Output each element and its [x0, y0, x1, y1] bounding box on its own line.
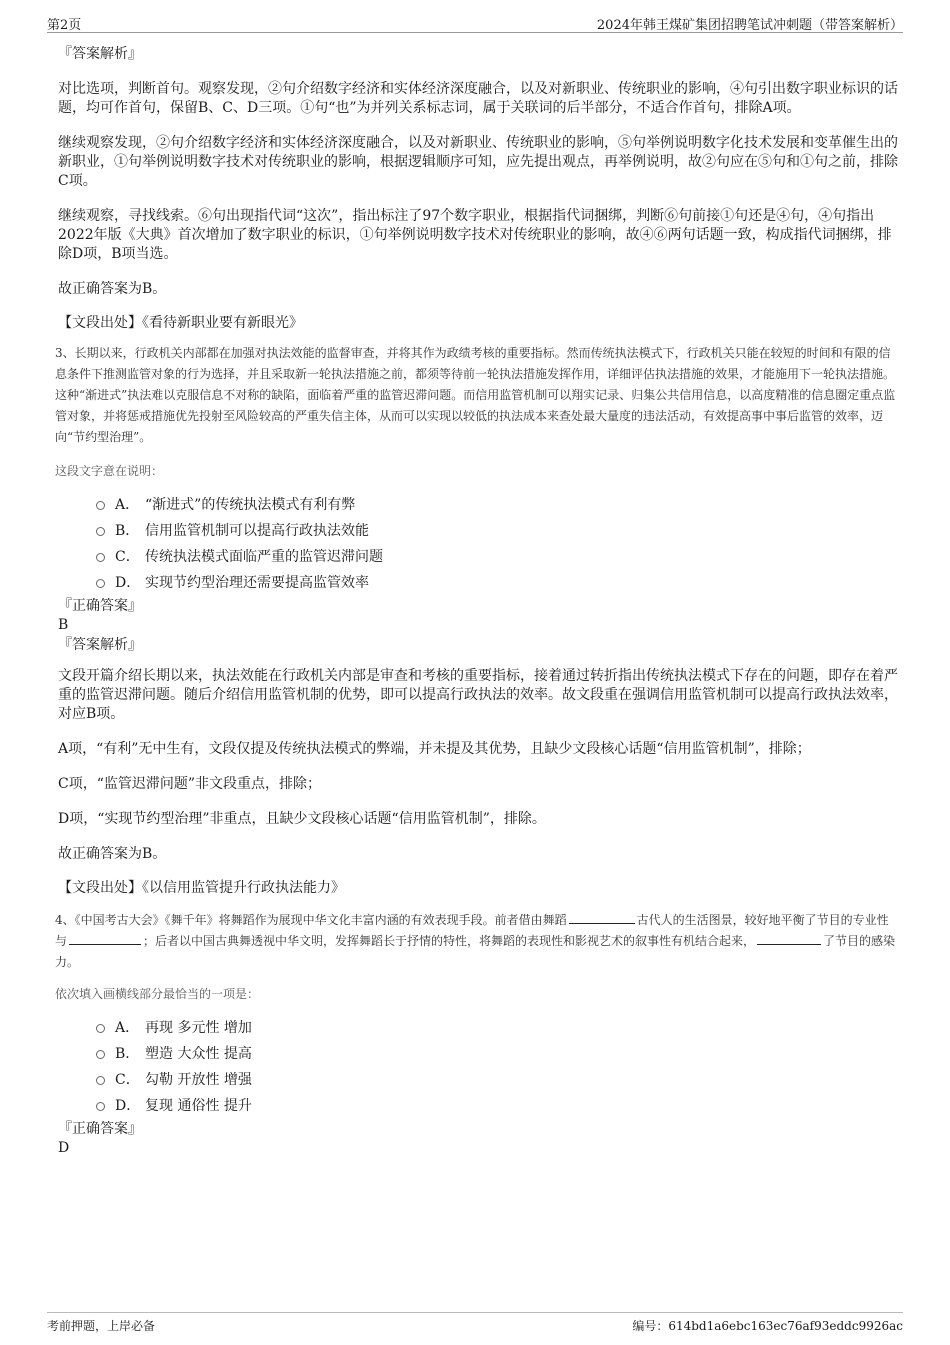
answer-tag: 『正确答案』: [58, 1121, 142, 1137]
fill-blank: [569, 911, 635, 924]
option-c[interactable]: C． 传统执法模式面临严重的监管迟滞问题: [96, 544, 898, 570]
radio-icon[interactable]: [96, 579, 105, 588]
analysis-paragraph: 对比选项，判断首句。观察发现，②句介绍数字经济和实体经济深度融合，以及对新职业、传统职业的影响，④句引出数字职业标识的话题，均可作首句，保留B、C、D三项。①句“也”为并列关系标志词，属于关联词的后半部分，不适合作首句，排除A项。: [58, 81, 898, 116]
analysis-paragraph: D项，“实现节约型治理”非重点，且缺少文段核心话题“信用监管机制”，排除。: [58, 811, 546, 827]
radio-icon[interactable]: [96, 553, 105, 562]
document-id: 编号：614bd1a6ebc163ec76af93eddc9926ac: [632, 1319, 903, 1333]
analysis-paragraph: A项，“有利”无中生有，文段仅提及传统执法模式的弊端，并未提及其优势，且缺少文段核心话题“信用监管机制”，排除；: [58, 741, 811, 757]
question-4-options: [96, 1015, 898, 1119]
question-3-text: 3、长期以来，行政机关内部都在加强对执法效能的监督审查，并将其作为政绩考核的重要指标。然而传统执法模式下，行政机关只能在较短的时间和有限的信息条件下推测监管对象的行为选择，并且采取新一轮执法措施之前，都须等待前一轮执法措施发挥作用，详细评估执法措施的效果，才能施用下一轮执法措施。这种“渐进式”执法难以克服信息不对称的缺陷，面临着严重的监管迟滞问题。而信用监管机制可以翔实记录、归集公共信用信息，以高度精准的信息圈定重点监管对象，并将惩戒措施优先投射至风险较高的严重失信主体，从而可以实现以较低的执法成本来查处最大量度的违法活动，有效提高事中事后监管的效率，迈向“节约型治理”。: [55, 346, 896, 444]
question-4-prompt: 依次填入画横线部分最恰当的一项是：: [55, 987, 260, 1001]
question-3-prompt: 这段文字意在说明：: [55, 464, 164, 478]
radio-icon[interactable]: [96, 1024, 105, 1033]
page-footer: [47, 1312, 903, 1335]
analysis-paragraph: 继续观察发现，②句介绍数字经济和实体经济深度融合，以及对新职业、传统职业的影响，⑤句举例说明数字化技术发展和变革催生出的新职业，①句举例说明数字技术对传统职业的影响，根据逻辑顺序可知，应先提出观点，再举例说明，故②句应在⑤句和①句之前，排除C项。: [58, 135, 898, 189]
option-c[interactable]: C． 勾勒 开放性 增强: [96, 1067, 898, 1093]
footer-slogan: 考前押题，上岸必备: [47, 1319, 156, 1333]
option-d[interactable]: D． 复现 通俗性 提升: [96, 1093, 898, 1119]
answer-tag: 『正确答案』: [58, 598, 142, 614]
main-content: [55, 44, 898, 1158]
analysis-paragraph: 继续观察，寻找线索。⑥句出现指代词“这次”，指出标注了97个数字职业，根据指代词捆绑，判断⑥句前接①句还是④句，④句指出2022年版《大典》首次增加了数字职业的标识，①句举例说明数字技术对传统职业的影响，故④⑥两句话题一致，构成指代词捆绑，排除D项，B项当选。: [58, 208, 892, 262]
document-title: 2024年韩王煤矿集团招聘笔试冲刺题（带答案解析）: [596, 18, 903, 33]
analysis-tag: 『答案解析』: [58, 46, 142, 62]
radio-icon[interactable]: [96, 1050, 105, 1059]
radio-icon[interactable]: [96, 1076, 105, 1085]
page-header: [47, 12, 903, 33]
option-b[interactable]: B． 信用监管机制可以提高行政执法效能: [96, 518, 898, 544]
analysis-paragraph: 文段开篇介绍长期以来，执法效能在行政机关内部是审查和考核的重要指标，接着通过转折指出传统执法模式下存在的问题，即存在着严重的监管迟滞问题。随后介绍信用监管机制的优势，即可以提高行政执法的效率。故文段重在强调信用监管机制可以提高行政执法效率，对应B项。: [58, 668, 898, 722]
analysis-tag: 『答案解析』: [58, 637, 142, 653]
option-d[interactable]: D． 实现节约型治理还需要提高监管效率: [96, 570, 898, 596]
text-source: 【文段出处】《以信用监管提升行政执法能力》: [58, 880, 345, 896]
radio-icon[interactable]: [96, 501, 105, 510]
question-3-options: [96, 492, 898, 596]
radio-icon[interactable]: [96, 527, 105, 536]
page-number: 第2页: [47, 18, 82, 33]
analysis-paragraph: C项，“监管迟滞问题”非文段重点，排除；: [58, 776, 322, 792]
fill-blank: [69, 932, 141, 945]
conclusion: 故正确答案为B。: [58, 846, 167, 862]
text-source: 【文段出处】《看待新职业要有新眼光》: [58, 315, 303, 331]
option-b[interactable]: B． 塑造 大众性 提高: [96, 1041, 898, 1067]
correct-answer: D: [58, 1140, 70, 1156]
conclusion: 故正确答案为B。: [58, 281, 167, 297]
radio-icon[interactable]: [96, 1102, 105, 1111]
option-a[interactable]: A． “渐进式”的传统执法模式有利有弊: [96, 492, 898, 518]
fill-blank: [757, 932, 821, 945]
correct-answer: B: [58, 617, 69, 633]
option-a[interactable]: A． 再现 多元性 增加: [96, 1015, 898, 1041]
question-4-text: 4、《中国考古大会》《舞千年》将舞蹈作为展现中华文化丰富内涵的有效表现手段。前者借由舞蹈 古代人的生活图景，较好地平衡了节目的专业性与 ；后者以中国古典舞透视中华文明，发挥舞蹈长于抒情的特性，将舞蹈的表现性和影视艺术的叙事性有机结合起来， 了节目的感染力。: [55, 913, 896, 969]
